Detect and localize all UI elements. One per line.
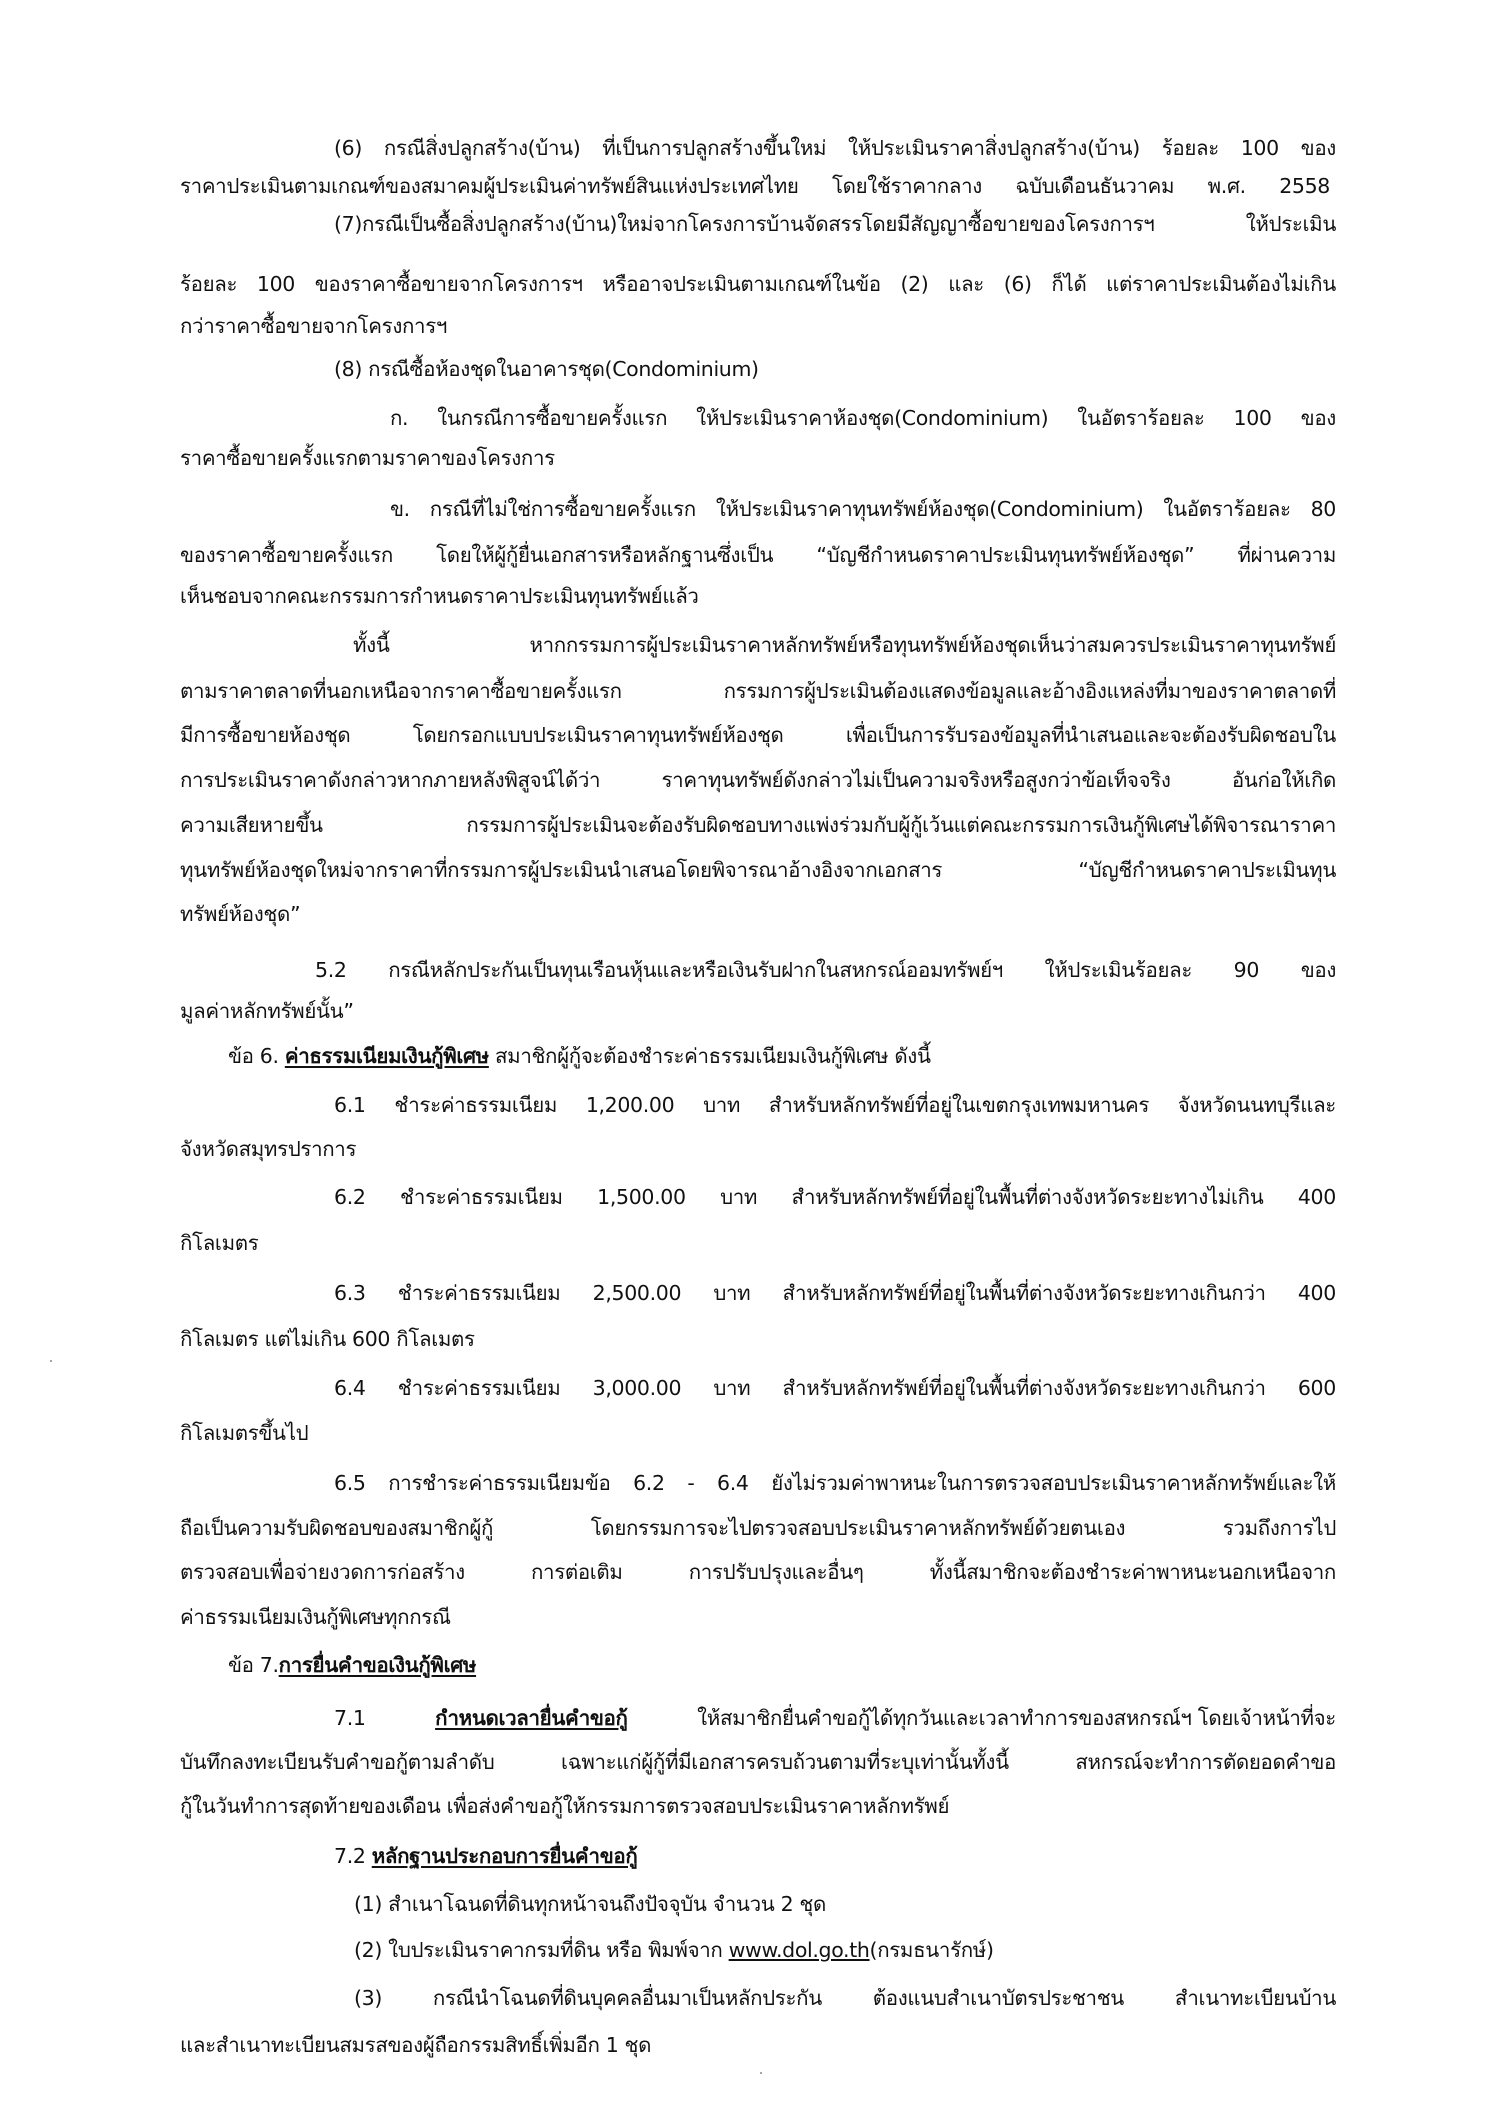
text-segment: 6.1 [334, 1093, 366, 1117]
text-segment: 600 [1297, 1376, 1336, 1400]
text-segment: กว่าราคาซื้อขายจากโครงการฯ [180, 314, 448, 338]
text-segment: 6.4 [334, 1376, 366, 1400]
text-segment: 2558 [1279, 174, 1330, 198]
text-segment: 100 [1240, 136, 1279, 160]
dol-website-link[interactable]: www.dol.go.th [728, 1938, 870, 1962]
clause-6-3-line-2 [180, 1321, 475, 1357]
text-segment: ชำระค่าธรรมเนียม [397, 1376, 561, 1400]
text-segment: กู้ในวันทำการสุดท้ายของเดือน เพื่อส่งคำขอกู้ให้กรรมการตรวจสอบประเมินราคาหลักทรัพย์ [180, 1794, 950, 1818]
text-segment: บาท [720, 1185, 758, 1209]
para-8-heading [334, 351, 759, 387]
text-segment: โดยกรรมการจะไปตรวจสอบประเมินราคาหลักทรัพย์ด้วยตนเอง [590, 1516, 1126, 1540]
text-segment: บาท [713, 1281, 751, 1305]
text-segment: ร้อยละ [1161, 136, 1219, 160]
text-segment: ให้สมาชิกยื่นคำขอกู้ได้ทุกวันและเวลาทำการของสหกรณ์ฯ โดยเจ้าหน้าที่จะ [690, 1706, 1336, 1730]
text-segment: ที่เป็นการปลูกสร้างขึ้นใหม่ [602, 136, 827, 160]
text-segment: ร้อยละ [180, 272, 238, 296]
text-segment: ความเสียหายขึ้น [180, 813, 323, 837]
text-segment: “บัญชีกำหนดราคาประเมินทุนทรัพย์ห้องชุด” [816, 543, 1195, 567]
text-segment: ให้ประเมินราคาสิ่งปลูกสร้าง(บ้าน) [848, 136, 1140, 160]
para-8b-line-1 [390, 491, 1336, 527]
text-segment: และ [948, 272, 984, 296]
note-line-3 [180, 717, 1336, 753]
text-segment: กิโลเมตร แต่ไม่เกิน 600 กิโลเมตร [180, 1327, 475, 1351]
text-segment: กรรมการผู้ประเมินต้องแสดงข้อมูลและอ้างอิงแหล่งที่มาของราคาตลาดที่ [723, 679, 1336, 703]
text-segment: (3) [354, 1986, 382, 2010]
text-segment: การปรับปรุงและอื่นๆ [688, 1560, 864, 1584]
text-segment: 400 [1297, 1281, 1336, 1305]
text-segment: กรรมการผู้ประเมินจะต้องรับผิดชอบทางแพ่งร่วมกับผู้กู้เว้นแต่คณะกรรมการเงินกู้พิเศษได้พิจารณาราคา [466, 813, 1336, 837]
text-segment: ของ [1300, 136, 1336, 160]
text-segment: 7.2 [334, 1844, 372, 1868]
text-segment: กรณีที่ไม่ใช่การซื้อขายครั้งแรก [429, 497, 696, 521]
para-8a-line-2 [180, 440, 555, 476]
text-segment: แต่ราคาประเมินต้องไม่เกิน [1106, 272, 1336, 296]
section-heading: การยื่นคำขอเงินกู้พิเศษ [278, 1653, 477, 1677]
clause-6-4-line-1 [334, 1370, 1336, 1406]
text-segment: ต้องแนบสำเนาบัตรประชาชน [872, 1986, 1124, 2010]
clause-6-5-line-3 [180, 1554, 1336, 1590]
text-segment: กิโลเมตรขึ้นไป [180, 1421, 309, 1445]
text-segment: ในอัตราร้อยละ [1077, 406, 1205, 430]
para-6-line-1 [334, 130, 1336, 166]
clause-7-1-line-1 [334, 1700, 1336, 1736]
text-segment: (6) [1003, 272, 1032, 296]
text-segment: 100 [256, 272, 295, 296]
text-segment: พ.ศ. [1207, 174, 1246, 198]
para-6-line-2 [180, 168, 1330, 204]
text-segment: 3,000.00 [592, 1376, 682, 1400]
text-segment: และสำเนาทะเบียนสมรสของผู้ถือกรรมสิทธิ์เพิ่มอีก 1 ชุด [180, 2033, 652, 2057]
text-segment: การประเมินราคาดังกล่าวหากภายหลังพิสูจน์ได้ว่า [180, 768, 601, 792]
text-segment: (7)กรณีเป็นซื้อสิ่งปลูกสร้าง(บ้าน)ใหม่จากโครงการบ้านจัดสรรโดยมีสัญญาซื้อขายของโครงการฯ [334, 212, 1155, 236]
text-segment: (6) [334, 136, 362, 160]
text-segment: สำหรับหลักทรัพย์ที่อยู่ในพื้นที่ต่างจังหวัดระยะทางเกินกว่า [782, 1281, 1266, 1305]
text-segment: ตรวจสอบเพื่อจ่ายงวดการก่อสร้าง [180, 1560, 465, 1584]
text-segment: ชำระค่าธรรมเนียม [397, 1281, 561, 1305]
doc-item-1 [354, 1886, 826, 1922]
text-segment: กรณีหลักประกันเป็นทุนเรือนหุ้นและหรือเงินรับฝากในสหกรณ์ออมทรัพย์ฯ [388, 958, 1003, 982]
clause-5-2-line-2 [180, 993, 354, 1029]
text-segment: ทุนทรัพย์ห้องชุดใหม่จากราคาที่กรรมการผู้ประเมินนำเสนอโดยพิจารณาอ้างอิงจากเอกสาร [180, 858, 943, 882]
doc-item-3-line-2 [180, 2027, 651, 2063]
text-segment: (8) กรณีซื้อห้องชุดในอาคารชุด(Condominium) [334, 357, 759, 381]
text-segment: ราคาซื้อขายครั้งแรกตามราคาของโครงการ [180, 446, 555, 470]
note-line-1 [353, 627, 1336, 663]
text-segment: 6.2 [633, 1471, 665, 1495]
text-segment: (2) [900, 272, 929, 296]
text-segment: ถือเป็นความรับผิดชอบของสมาชิกผู้กู้ [180, 1516, 494, 1540]
section-heading: ค่าธรรมเนียมเงินกู้พิเศษ [284, 1044, 489, 1068]
para-7-line-3 [180, 308, 447, 344]
text-segment: ชำระค่าธรรมเนียม [400, 1185, 563, 1209]
text-segment: บันทึกลงทะเบียนรับคำขอกู้ตามลำดับ [180, 1750, 495, 1774]
clause-6-5-line-2 [180, 1510, 1336, 1546]
text-segment: มีการซื้อขายห้องชุด [180, 723, 351, 747]
text-segment: ให้ประเมินราคาทุนทรัพย์ห้องชุด(Condominium) [715, 497, 1144, 521]
clause-7-1-line-3 [180, 1788, 949, 1824]
text-segment: 100 [1233, 406, 1272, 430]
text-segment: สหกรณ์จะทำการตัดยอดคำขอ [1075, 1750, 1336, 1774]
text-segment: 6.5 [334, 1471, 366, 1495]
text-segment: 2,500.00 [592, 1281, 682, 1305]
text-segment: ทั้งนี้ [353, 633, 390, 657]
text-segment: ในกรณีการซื้อขายครั้งแรก [437, 406, 668, 430]
para-7-line-1 [334, 206, 1336, 242]
text-segment: กรณีสิ่งปลูกสร้าง(บ้าน) [383, 136, 581, 160]
text-segment: ข. [390, 497, 410, 521]
doc-item-2 [354, 1932, 994, 1968]
text-segment: สมาชิกผู้กู้จะต้องชำระค่าธรรมเนียมเงินกู้พิเศษ ดังนี้ [488, 1044, 931, 1068]
scan-speck [760, 2072, 762, 2074]
clause-6-5-line-1 [334, 1465, 1336, 1501]
text-segment: ในอัตราร้อยละ [1163, 497, 1291, 521]
text-segment: หรืออาจประเมินตามเกณฑ์ในข้อ [602, 272, 881, 296]
section-heading: กำหนดเวลายื่นคำขอกู้ [435, 1706, 628, 1730]
text-segment: 7.1 [334, 1706, 372, 1730]
clause-6-heading [228, 1038, 931, 1074]
text-segment: ของ [1300, 958, 1336, 982]
text-segment: ก. [390, 406, 409, 430]
text-segment: 1,200.00 [585, 1093, 675, 1117]
text-segment: ให้ประเมินราคาห้องชุด(Condominium) [696, 406, 1049, 430]
para-8a-line-1 [390, 400, 1336, 436]
scan-speck [50, 1360, 52, 1362]
note-line-6 [180, 852, 1336, 888]
text-segment: ก็ได้ [1051, 272, 1087, 296]
text-segment: 6.3 [334, 1281, 366, 1305]
text-segment: จังหวัดนนทบุรีและ [1177, 1093, 1336, 1117]
text-segment: อันก่อให้เกิด [1231, 768, 1336, 792]
text-segment: ของ [1300, 406, 1336, 430]
text-segment: 400 [1297, 1185, 1336, 1209]
text-segment: 80 [1310, 497, 1336, 521]
para-8b-line-2 [180, 537, 1336, 573]
text-segment: บาท [703, 1093, 741, 1117]
text-segment: สำหรับหลักทรัพย์ที่อยู่ในเขตกรุงเทพมหานคร [768, 1093, 1150, 1117]
text-segment: จังหวัดสมุทรปราการ [180, 1137, 357, 1161]
text-segment: 6.4 [717, 1471, 749, 1495]
text-segment: ให้ประเมินร้อยละ [1044, 958, 1193, 982]
text-segment: กรณีนำโฉนดที่ดินบุคคลอื่นมาเป็นหลักประกัน [432, 1986, 822, 2010]
text-segment: 90 [1233, 958, 1260, 982]
para-7-line-2 [180, 266, 1336, 302]
text-segment: กิโลเมตร [180, 1231, 259, 1255]
clause-7-1-line-2 [180, 1744, 1336, 1780]
text-segment: เพื่อเป็นการรับรองข้อมูลที่นำเสนอและจะต้องรับผิดชอบใน [845, 723, 1336, 747]
text-segment: “บัญชีกำหนดราคาประเมินทุน [1078, 858, 1336, 882]
clause-6-4-line-2 [180, 1415, 308, 1451]
text-segment: - [687, 1471, 695, 1495]
text-segment: ข้อ 7. [228, 1653, 279, 1677]
text-segment: เฉพาะแก่ผู้กู้ที่มีเอกสารครบถ้วนตามที่ระบุเท่านั้นทั้งนี้ [561, 1750, 1009, 1774]
text-segment: สำเนาทะเบียนบ้าน [1174, 1986, 1336, 2010]
text-segment: ของราคาซื้อขายจากโครงการฯ [314, 272, 583, 296]
text-segment: (1) สำเนาโฉนดที่ดินทุกหน้าจนถึงปัจจุบัน จำนวน 2 ชุด [354, 1892, 826, 1916]
text-segment: ให้ประเมิน [1245, 212, 1336, 236]
text-segment: ราคาประเมินตามเกณฑ์ของสมาคมผู้ประเมินค่าทรัพย์สินแห่งประเทศไทย [180, 174, 799, 198]
text-segment: ยังไม่รวมค่าพาหนะในการตรวจสอบประเมินราคาหลักทรัพย์และให้ [771, 1471, 1336, 1495]
note-line-5 [180, 807, 1336, 843]
text-segment: ของราคาซื้อขายครั้งแรก [180, 543, 393, 567]
text-segment: ชำระค่าธรรมเนียม [394, 1093, 558, 1117]
text-segment: ที่ผ่านความ [1237, 543, 1336, 567]
text-segment: ราคาทุนทรัพย์ดังกล่าวไม่เป็นความจริงหรือสูงกว่าข้อเท็จจริง [661, 768, 1171, 792]
text-segment: เห็นชอบจากคณะกรรมการกำหนดราคาประเมินทุนทรัพย์แล้ว [180, 584, 699, 608]
text-segment: สำหรับหลักทรัพย์ที่อยู่ในพื้นที่ต่างจังหวัดระยะทางเกินกว่า [782, 1376, 1266, 1400]
clause-6-5-line-4 [180, 1599, 451, 1635]
text-segment: โดยกรอกแบบประเมินราคาทุนทรัพย์ห้องชุด [412, 723, 784, 747]
text-segment: มูลค่าหลักทรัพย์นั้น” [180, 999, 354, 1023]
text-segment: (กรมธนารักษ์) [869, 1938, 994, 1962]
text-segment: รวมถึงการไป [1222, 1516, 1336, 1540]
text-segment: หากกรรมการผู้ประเมินราคาหลักทรัพย์หรือทุนทรัพย์ห้องชุดเห็นว่าสมควรประเมินราคาทุนทรัพย์ [529, 633, 1336, 657]
text-segment: ตามราคาตลาดที่นอกเหนือจากราคาซื้อขายครั้งแรก [180, 679, 622, 703]
clause-6-1-line-2 [180, 1131, 356, 1167]
text-segment: ทรัพย์ห้องชุด” [180, 902, 301, 926]
clause-5-2-line-1 [315, 952, 1336, 988]
text-segment: ฉบับเดือนธันวาคม [1015, 174, 1175, 198]
text-segment: ข้อ 6. [228, 1044, 285, 1068]
text-segment: 6.2 [334, 1185, 366, 1209]
text-segment: ค่าธรรมเนียมเงินกู้พิเศษทุกกรณี [180, 1605, 451, 1629]
clause-6-2-line-1 [334, 1179, 1336, 1215]
text-segment: (2) ใบประเมินราคากรมที่ดิน หรือ พิมพ์จาก [354, 1938, 729, 1962]
text-segment: 5.2 [315, 958, 347, 982]
clause-7-heading [228, 1647, 476, 1683]
note-line-2 [180, 673, 1336, 709]
text-segment: ทั้งนี้สมาชิกจะต้องชำระค่าพาหนะนอกเหนือจาก [929, 1560, 1336, 1584]
text-segment: โดยให้ผู้กู้ยื่นเอกสารหรือหลักฐานซึ่งเป็น [436, 543, 774, 567]
note-line-4 [180, 762, 1336, 798]
para-8b-line-3 [180, 578, 699, 614]
text-segment: บาท [713, 1376, 751, 1400]
clause-7-2-heading [334, 1838, 637, 1874]
section-heading: หลักฐานประกอบการยื่นคำขอกู้ [371, 1844, 638, 1868]
text-segment: สำหรับหลักทรัพย์ที่อยู่ในพื้นที่ต่างจังหวัดระยะทางไม่เกิน [791, 1185, 1264, 1209]
text-segment: โดยใช้ราคากลาง [831, 174, 982, 198]
clause-6-1-line-1 [334, 1087, 1336, 1123]
text-segment: 1,500.00 [597, 1185, 686, 1209]
clause-6-2-line-2 [180, 1225, 258, 1261]
clause-6-3-line-1 [334, 1275, 1336, 1311]
text-segment: การชำระค่าธรรมเนียมข้อ [388, 1471, 611, 1495]
doc-item-3-line-1 [354, 1980, 1336, 2016]
note-line-7 [180, 896, 300, 932]
text-segment: การต่อเติม [530, 1560, 623, 1584]
